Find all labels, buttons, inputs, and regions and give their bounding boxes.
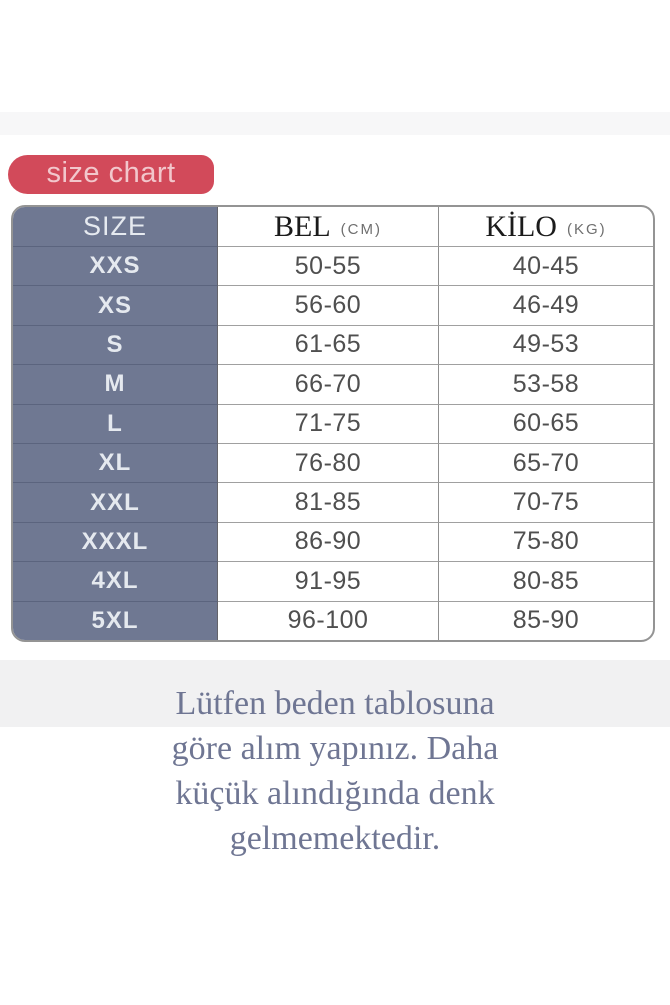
size-chart-badge-label: size chart xyxy=(46,157,176,189)
row-bel-value: 61-65 xyxy=(218,325,439,364)
row-bel-value: 86-90 xyxy=(218,522,439,561)
col-header-bel xyxy=(218,207,439,246)
row-kilo-value: 85-90 xyxy=(439,601,653,640)
row-kilo-value: 46-49 xyxy=(439,285,653,324)
col-header-size: SIZE xyxy=(13,207,218,246)
row-bel-value: 71-75 xyxy=(218,404,439,443)
note-line-3: küçük alındığında denk xyxy=(175,775,495,812)
note-line-1: Lütfen beden tablosuna xyxy=(175,685,495,722)
row-bel-value: 96-100 xyxy=(218,601,439,640)
row-bel-value: 50-55 xyxy=(218,246,439,285)
row-size-label: 5XL xyxy=(13,601,218,640)
row-kilo-value: 70-75 xyxy=(439,482,653,521)
row-kilo-value: 40-45 xyxy=(439,246,653,285)
row-size-label: L xyxy=(13,404,218,443)
row-size-label: XXXL xyxy=(13,522,218,561)
row-bel-value: 81-85 xyxy=(218,482,439,521)
row-size-label: XXL xyxy=(13,482,218,521)
row-size-label: XS xyxy=(13,285,218,324)
col-header-bel-label: BEL xyxy=(274,209,331,243)
col-header-kilo xyxy=(439,207,653,246)
row-size-label: M xyxy=(13,364,218,403)
size-table xyxy=(11,205,655,642)
size-chart-badge xyxy=(8,155,214,194)
row-size-label: S xyxy=(13,325,218,364)
row-bel-value: 76-80 xyxy=(218,443,439,482)
col-header-kilo-unit: (KG) xyxy=(566,221,607,238)
row-kilo-value: 80-85 xyxy=(439,561,653,600)
row-kilo-value: 75-80 xyxy=(439,522,653,561)
row-bel-value: 66-70 xyxy=(218,364,439,403)
row-size-label: XL xyxy=(13,443,218,482)
top-photo-band xyxy=(0,112,670,135)
row-kilo-value: 60-65 xyxy=(439,404,653,443)
row-kilo-value: 49-53 xyxy=(439,325,653,364)
row-kilo-value: 65-70 xyxy=(439,443,653,482)
col-header-bel-unit: (CM) xyxy=(340,221,382,238)
row-size-label: XXS xyxy=(13,246,218,285)
col-header-kilo-label: KİLO xyxy=(485,209,557,243)
row-bel-value: 91-95 xyxy=(218,561,439,600)
note-line-4: gelmemektedir. xyxy=(229,820,441,857)
row-kilo-value: 53-58 xyxy=(439,364,653,403)
row-bel-value: 56-60 xyxy=(218,285,439,324)
row-size-label: 4XL xyxy=(13,561,218,600)
size-advice-note xyxy=(0,681,670,861)
note-line-2: göre alım yapınız. Daha xyxy=(171,730,499,767)
